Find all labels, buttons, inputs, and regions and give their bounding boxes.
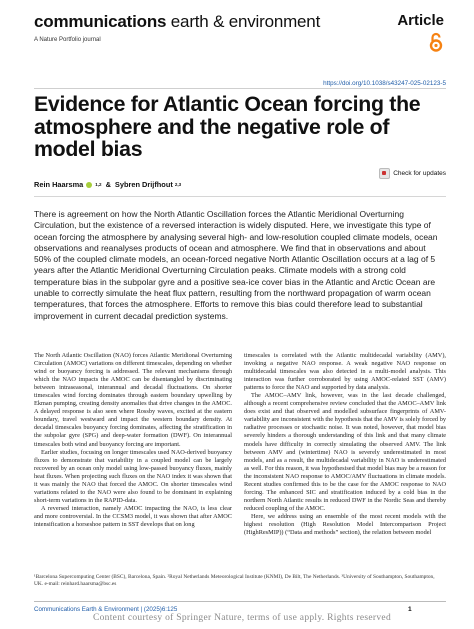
page-number: 1 [408, 606, 412, 613]
body-column-left [34, 352, 232, 529]
article-type-label: Article [397, 12, 444, 29]
article-title: Evidence for Atlantic Ocean forcing the atmosphere and the negative role of model bias [34, 92, 421, 161]
author-affiliation-sup: 2,3 [174, 182, 182, 187]
check-updates-label: Check for updates [393, 170, 446, 177]
author-name[interactable]: Rein Haarsma [34, 180, 84, 189]
body-paragraph: timescales is correlated with the Atlantic multidecadal variability (AMV), invoking a negative NAO response. A weak negative NAO response on multidecadal timescales was also detected in a multi-model analysis. This interaction was further corroborated by using AMOC-related SST (AMV) patterns to force the NAO and supported by data analysis. [244, 352, 446, 392]
author-divider [34, 196, 446, 197]
affiliations: ¹Barcelona Supercomputing Center (BSC), Barcelona, Spain. ²Royal Netherlands Meteorological Institute (KNMI), De Bilt, The Netherlands. ³University of Southampton, Southampton, UK. e-mail: reinhard.haarsma@bsc.es [34, 574, 435, 587]
open-access-icon[interactable] [429, 32, 443, 52]
body-paragraph: The AMOC–AMV link, however, was in the last decade challenged, although a recent comprehensive review concluded that the AMOC–AMV link does exist and that observed and modelled subsurface fingerprints of AMV-variability are inconsistent with the hypothesis that the AMV is solely forced by radiative processes or stochastic noise. It was noted, however, that model bias severely hinders a thorough understanding of this link and that many climate models have difficulty in correctly simulating the observed AMV. The link between AMV and (wintertime) NAO is severely underestimated in most models, and as a result, the multidecadal variability in NAO is underestimated as well. For this reason, it was hypothesised that model bias may be a reason for the inconsistent NAO response to AMOC/AMV fluctuations in climate models. Recent studies confirmed this to be the case for the AMOC response to NAO forcing. The enhanced SIC and stratification induced by a cold bias in the northern North Atlantic results in reduced DWF in the Nordic Seas and thereby reduced coupling of the AMOC. [244, 392, 446, 512]
check-for-updates-button[interactable] [379, 168, 446, 179]
author-affiliation-sup: 1,2 [95, 182, 102, 187]
body-paragraph: Here, we address using an ensemble of the most recent models with the highest resolution (High Resolution Model Intercomparison Project (HighResMIP)) (“Data and methods” section), the relation between model [244, 512, 446, 537]
watermark: Content courtesy of Springer Nature, terms of use apply. Rights reserved [93, 613, 391, 623]
portfolio-label: A Nature Portfolio journal [34, 37, 101, 43]
doi-link[interactable]: https://doi.org/10.1038/s43247-025-02123-5 [323, 80, 446, 87]
body-paragraph: A reversed interaction, namely AMOC impacting the NAO, is less clear and more controversial. In the CCSM3 model, it was shown that after AMOC intensification a horseshoe pattern in SST develops that on long [34, 504, 232, 528]
body-column-right [244, 352, 446, 537]
footnote-divider [34, 601, 446, 602]
abstract: There is agreement on how the North Atlantic Oscillation forces the Atlantic Meridional Overturning Circulation, but the existence of a reversed interaction is widely disputed. Here, we investigate this type of ocean forcing the atmosphere by analysing several high- and low-resolution coupled climate models, ocean observations and reanalyses products of ocean and atmosphere. We find that in observations and about 50% of the coupled climate models, an ocean-forced negative North Atlantic Oscillation occurs at a lag of 5 years after the Atlantic Meridional Overturning Circulation peaks. Climate models with a strong cold temperature bias in the subpolar gyre and a positive sea-ice cover bias in the Atlantic and Arctic Ocean are unable to correctly simulate the heat flux pattern, resulting from the northward propagation of warm ocean temperatures, that forces the atmosphere. Efforts to remove this bias could therefore lead to substantial improvement in current decadal prediction systems. [34, 209, 438, 321]
body-paragraph: The North Atlantic Oscillation (NAO) forces Atlantic Meridional Overturning Circulation (AMOC) variations on different timescales, depending on whether wind or buoyancy forcing is addressed. The relevant mechanisms through which the NAO impacts the AMOC can be disentangled by discriminating between intraseasonal, interannual and decadal fluctuations. On shorter timescales wind forcing dominates through eastern boundary upwelling by Ekman pumping, creating density anomalies that drive changes in the AMOC. A delayed response is also seen where Rossby waves, excited at the eastern boundary, travel westward and impact the western boundary density. At decadal timescales buoyancy forcing dominates, affecting the stratification in the subpolar gyre (SPG) and deep-water formation (DWF). On interannual timescales both wind and buoyancy forcing are important. [34, 352, 232, 448]
check-updates-icon [379, 168, 390, 179]
header-divider [34, 88, 446, 89]
author-separator: & [105, 180, 111, 189]
author-list [34, 180, 181, 189]
author-name[interactable]: Sybren Drijfhout [114, 180, 173, 189]
orcid-icon[interactable] [86, 182, 92, 188]
journal-citation: Communications Earth & Environment | (2025)6:125 [34, 606, 178, 613]
body-paragraph: Earlier studies, focusing on longer timescales used NAO-derived buoyancy fluxes to demonstrate that variability in a coupled model can be largely recovered by an ocean only model using low-passed buoyancy fluxes, mainly heat fluxes. When projecting such fluxes on the NAO index it was shown that it was mainly the NAO that forced the AMOC. On shorter timescales wind variations related to the NAO were also found to be dominant in explaining short-term variations in the RAPID-data. [34, 448, 232, 504]
journal-name: communications earth & environment [34, 12, 321, 31]
